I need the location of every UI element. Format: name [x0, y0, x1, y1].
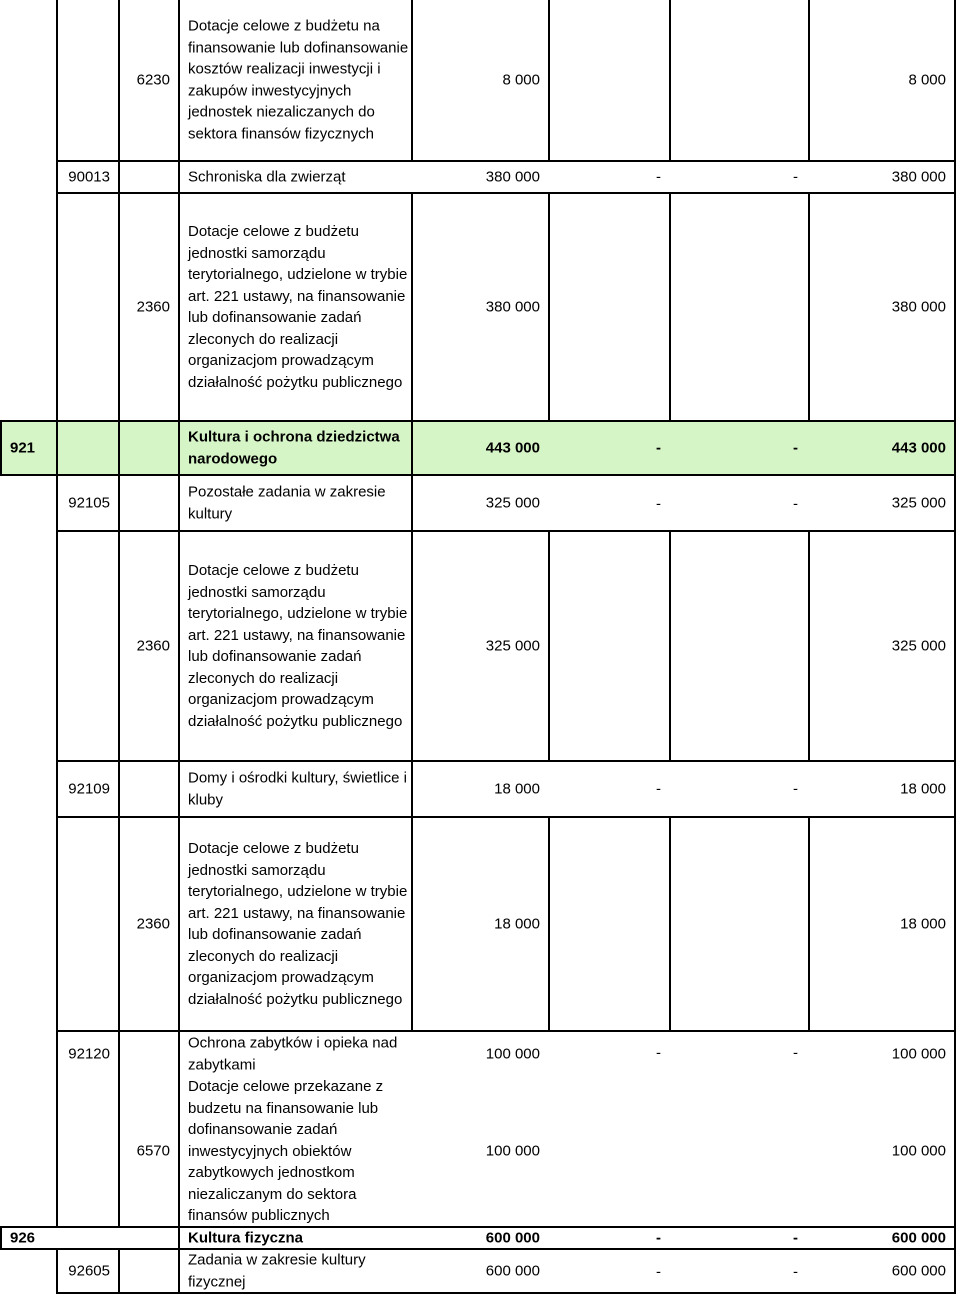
table-row	[0, 818, 960, 1030]
value-4: 325 000	[891, 637, 946, 655]
item-name: Dotacje celowe z budżetu jednostki samorządu terytorialnego, udzielone w trybie art. 221 ustawy, na finansowanie lub dofinansowanie zadań zleconych do realizacji organizacjom prowadzącym działalność pożytku publicznego	[188, 840, 408, 1008]
item-name: Pozostałe zadania w zakresie kultury	[188, 483, 386, 522]
chapter-code: 92120	[68, 1045, 110, 1063]
chapter-code: 92105	[68, 494, 110, 512]
value-4: 100 000	[891, 1045, 946, 1063]
table-row	[0, 1250, 960, 1294]
value-2: -	[656, 168, 661, 186]
item-name: Domy i ośrodki kultury, świetlice i kluby	[188, 769, 407, 808]
value-3: -	[793, 1263, 798, 1281]
item-name: Zadania w zakresie kultury fizycznej	[188, 1251, 366, 1290]
value-2: -	[656, 1229, 661, 1247]
value-4: 18 000	[900, 780, 946, 798]
paragraph-code: 6230	[136, 71, 170, 89]
table-row	[0, 0, 960, 160]
value-4: 600 000	[891, 1262, 946, 1280]
value-2: -	[656, 439, 661, 457]
value-1: 18 000	[494, 780, 540, 798]
table-row	[0, 532, 960, 760]
item-name: Schroniska dla zwierząt	[188, 168, 346, 186]
section-code: 926	[10, 1229, 36, 1247]
value-3: -	[793, 780, 798, 798]
chapter-code: 92109	[68, 780, 110, 798]
table-row	[0, 1076, 960, 1226]
table-row	[0, 760, 960, 818]
value-1: 380 000	[485, 168, 540, 186]
item-name: Ochrona zabytków i opieka nad zabytkami	[188, 1034, 398, 1073]
value-1: 600 000	[485, 1229, 540, 1247]
value-1: 325 000	[485, 637, 540, 655]
paragraph-code: 2360	[136, 637, 170, 655]
paragraph-code: 2360	[136, 915, 170, 933]
item-name: Dotacje celowe z budżetu na finansowanie lub dofinansowanie kosztów realizacji inwestycji i zakupów inwestycyjnych jednostek niezaliczanych do sektora finansów fizycznych	[188, 17, 409, 142]
section-code: 921	[10, 439, 36, 457]
value-1: 325 000	[485, 494, 540, 512]
value-3: -	[793, 168, 798, 186]
item-name: Dotacje celowe z budżetu jednostki samorządu terytorialnego, udzielone w trybie art. 221 ustawy, na finansowanie lub dofinansowanie zadań zleconych do realizacji organizacjom prowadzącym działalność pożytku publicznego	[188, 562, 408, 730]
table-row	[0, 476, 960, 532]
value-1: 100 000	[485, 1045, 540, 1063]
value-2: -	[656, 495, 661, 513]
value-1: 600 000	[485, 1262, 540, 1280]
value-2: -	[656, 1044, 661, 1062]
table-row	[0, 1030, 960, 1076]
paragraph-code: 2360	[136, 298, 170, 316]
item-name: Dotacje celowe przekazane z budzetu na finansowanie lub dofinansowanie zadań inwestycyjnych obiektów zabytkowych jednostkom niezaliczanym do sektora finansów publicznych	[188, 1077, 384, 1224]
value-3: -	[793, 495, 798, 513]
paragraph-code: 6570	[136, 1142, 170, 1160]
value-3: -	[793, 439, 798, 457]
table-row	[0, 420, 960, 476]
value-1: 443 000	[485, 439, 540, 457]
value-4: 600 000	[891, 1229, 946, 1247]
item-name: Dotacje celowe z budżetu jednostki samorządu terytorialnego, udzielone w trybie art. 221 ustawy, na finansowanie lub dofinansowanie zadań zleconych do realizacji organizacjom prowadzącym działalność pożytku publicznego	[188, 223, 408, 391]
value-4: 18 000	[900, 915, 946, 933]
value-1: 18 000	[494, 915, 540, 933]
value-4: 100 000	[891, 1142, 946, 1160]
value-2: -	[656, 780, 661, 798]
value-4: 380 000	[891, 298, 946, 316]
value-4: 443 000	[891, 439, 946, 457]
value-1: 380 000	[485, 298, 540, 316]
value-3: -	[793, 1229, 798, 1247]
value-1: 8 000	[502, 71, 540, 89]
table-row	[0, 160, 960, 194]
value-4: 8 000	[908, 71, 946, 89]
table-row	[0, 1226, 960, 1250]
chapter-code: 92605	[68, 1262, 110, 1280]
table-row	[0, 194, 960, 420]
item-name: Kultura i ochrona dziedzictwa narodowego	[188, 428, 400, 467]
value-4: 380 000	[891, 168, 946, 186]
value-2: -	[656, 1263, 661, 1281]
chapter-code: 90013	[68, 168, 110, 186]
value-1: 100 000	[485, 1142, 540, 1160]
value-4: 325 000	[891, 494, 946, 512]
value-3: -	[793, 1044, 798, 1062]
item-name: Kultura fizyczna	[188, 1229, 304, 1247]
